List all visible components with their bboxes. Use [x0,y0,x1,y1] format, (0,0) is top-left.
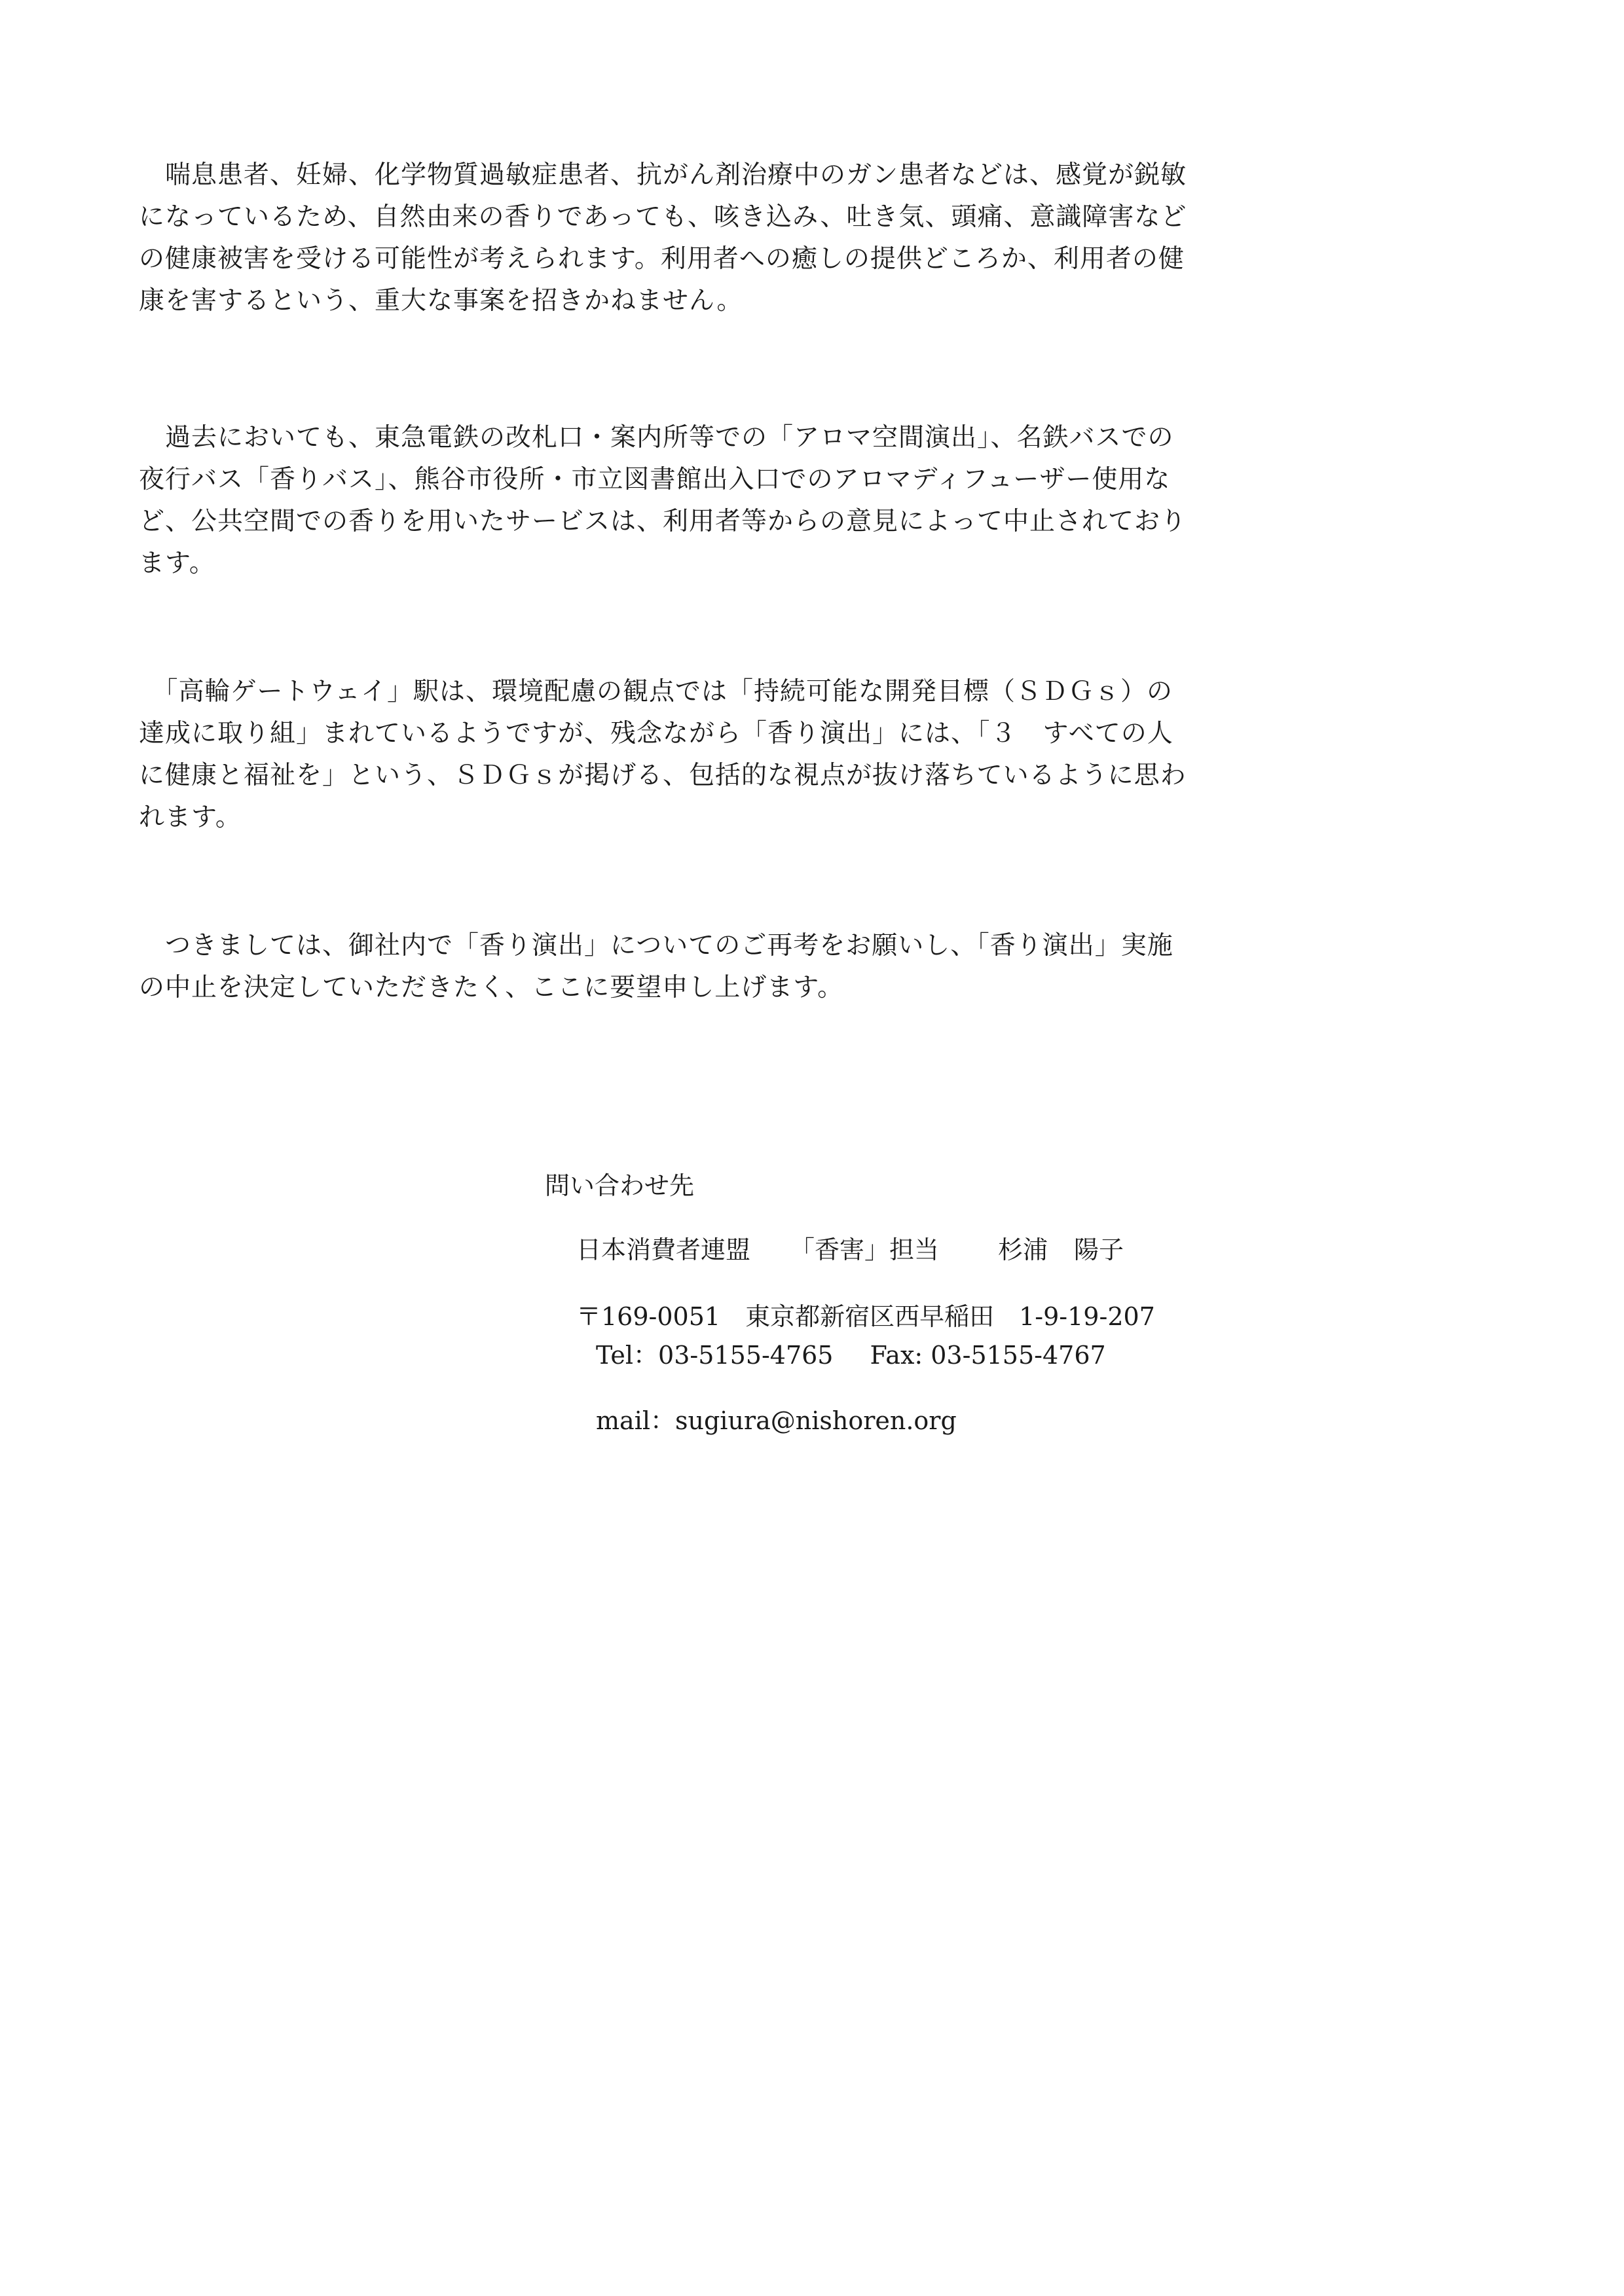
paragraph-line: 「高輪ゲートウェイ」駅は、環境配慮の観点では「持続可能な開発目標（ＳＤＧｓ）の [139,677,1173,706]
paragraph-line: 夜行バス「香りバス」、熊谷市役所・市立図書館出入口でのアロマディフューザー使用な [139,465,1171,494]
contact-address-number: 1-9-19-207 [1019,1302,1155,1331]
paragraph-line: ます。 [139,549,215,578]
paragraph-line: つきましては、御社内で「香り演出」についてのご再考をお願いし、「香り演出」実施 [139,931,1173,960]
paragraph-line: の中止を決定していただきたく、ここに要望申し上げます。 [139,973,844,1002]
paragraph-request [139,925,1252,1009]
contact-mail[interactable]: mail：sugiura@nishoren.org [596,1406,957,1435]
contact-address: 東京都新宿区西早稲田 [745,1302,995,1331]
contact-surname: 杉浦 [998,1235,1048,1264]
paragraph-health-risks [139,155,1252,322]
contact-role: 「香害」担当 [790,1235,940,1264]
paragraph-line: 達成に取り組」まれているようですが、残念ながら「香り演出」には、「３ すべての人 [139,719,1173,748]
contact-address-line [576,1300,1155,1333]
paragraph-line: れます。 [139,803,242,832]
contact-fax: Fax: 03-5155-4767 [870,1341,1106,1370]
paragraph-line: の健康被害を受ける可能性が考えられます。利用者への癒しの提供どころか、利用者の健 [139,244,1185,274]
paragraph-past-cases [139,417,1252,585]
paragraph-line: に健康と福祉を」という、ＳＤＧｓが掲げる、包括的な視点が抜け落ちているように思わ [139,761,1187,790]
contact-phone-line [596,1339,1106,1372]
paragraph-line: 喘息患者、妊婦、化学物質過敏症患者、抗がん剤治療中のガン患者などは、感覚が鋭敏 [139,160,1187,190]
contact-title: 問い合わせ先 [545,1171,695,1200]
paragraph-sdgs [139,671,1252,839]
contact-org-name: 日本消費者連盟 [576,1235,751,1264]
contact-given-name: 陽子 [1074,1235,1124,1264]
paragraph-line: ど、公共空間での香りを用いたサービスは、利用者等からの意見によって中止されており [139,507,1187,536]
paragraph-line: になっているため、自然由来の香りであっても、咳き込み、吐き気、頭痛、意識障害など [139,202,1187,232]
paragraph-line: 康を害するという、重大な事案を招きかねません。 [139,286,743,316]
contact-organization-line [576,1233,1124,1266]
paragraph-line: 過去においても、東急電鉄の改札口・案内所等での「アロマ空間演出」、名鉄バスでの [139,423,1174,452]
contact-postal-code: 〒169-0051 [576,1302,721,1331]
contact-tel: Tel：03-5155-4765 [596,1341,834,1370]
